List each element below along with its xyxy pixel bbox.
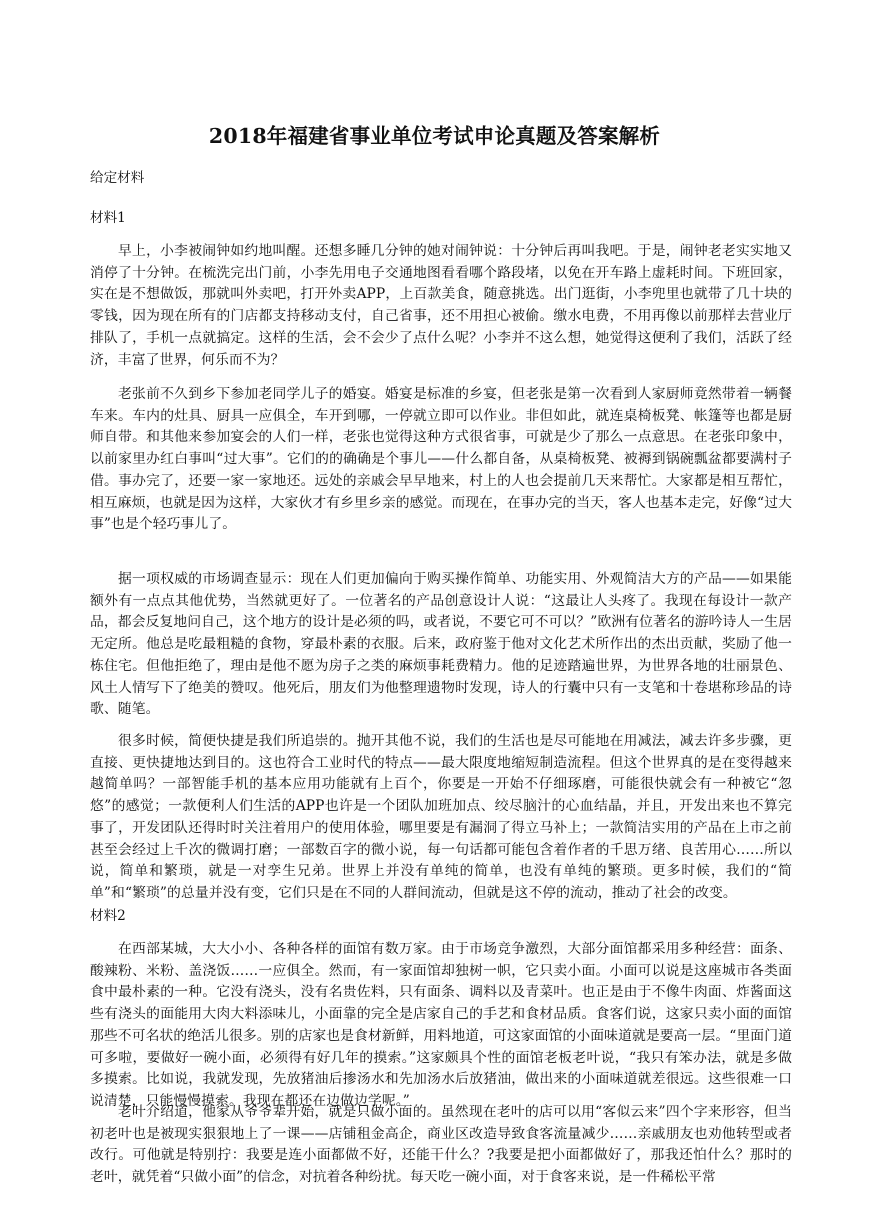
section-label: 给定材料 xyxy=(90,170,145,186)
page-title: 2018年福建省事业单位考试申论真题及答案解析 xyxy=(208,124,661,148)
paragraph: 老叶介绍道，他家从爷爷辈开始，就是只做小面的。虽然现在老叶的店可以用“客似云来”四个字来形容，但当初老叶也是被现实狠狠地上了一课——店铺租金高企，商业区改造导致食客流量减少……亲戚朋友也劝他转型或者改行。可他就是特别拧：我要是连小面都做不好，还能干什么？?我要是把小面都做好了，那我还怕什么？那时的老叶，就凭着“只做小面”的信念，对抗着各种纷扰。每天吃一碗小面，对于食客来说，是一件稀松平常 xyxy=(90,1104,792,1186)
paragraph: 据一项权威的市场调查显示：现在人们更加偏向于购买操作简单、功能实用、外观简洁大方的产品——如果能额外有一点点其他优势，当然就更好了。一位著名的产品创意设计人说：“这最让人头疼了。我现在每设计一款产品，都会反复地问自己，这个地方的设计是必须的吗，或者说，不要它可不可以？”欧洲有位著名的游吟诗人一生居无定所。他总是吃最粗糙的食物，穿最朴素的衣服。后来，政府鉴于他对文化艺术所作出的杰出贡献，奖励了他一栋住宅。但他拒绝了，理由是他不愿为房子之类的麻烦事耗费精力。他的足迹踏遍世界，为世界各地的壮丽景色、风土人情写下了绝美的赞叹。他死后，朋友们为他整理遗物时发现，诗人的行囊中只有一支笔和十卷堪称珍品的诗歌、随笔。 xyxy=(90,571,792,718)
paragraph: 在西部某城，大大小小、各种各样的面馆有数万家。由于市场竞争激烈，大部分面馆都采用多种经营：面条、酸辣粉、米粉、盖浇饭……一应俱全。然而，有一家面馆却独树一帜，它只卖小面。小面可以说是这座城市各类面食中最朴素的一种。它没有浇头，没有名贵佐料，只有面条、调料以及青菜叶。也正是由于不像牛肉面、炸酱面这些有浇头的面能用大肉大料添味儿，小面靠的完全是店家自己的手艺和食材品质。食客们说，这家只卖小面的面馆那些不可名状的绝活儿很多。别的店家也是食材新鲜，用料地道，可这家面馆的小面味道就是要高一层。“里面门道可多啦，要做好一碗小面，必须得有好几年的摸索。”这家颇具个性的面馆老板老叶说，“我只有笨办法，就是多做多摸索。比如说，我就发现，先放猪油后掺汤水和先加汤水后放猪油，做出来的小面味道就差很远。这些很难一口说清楚，只能慢慢摸索。我现在都还在边做边学呢。” xyxy=(90,941,792,1109)
paragraph: 老张前不久到乡下参加老同学儿子的婚宴。婚宴是标准的乡宴，但老张是第一次看到人家厨师竟然带着一辆餐车来。车内的灶具、厨具一应俱全，车开到哪，一停就立即可以作业。非但如此，就连桌椅板凳、帐篷等也都是厨师自带。和其他来参加宴会的人们一样，老张也觉得这种方式很省事，可就是少了那么一点意思。在老张印象中，以前家里办红白事叫“过大事”。它们的的确确是个事儿——什么都自备，从桌椅板凳、被褥到锅碗瓢盆都要满村子借。事办完了，还要一家一家地还。远处的亲戚会早早地来，村上的人也会提前几天来帮忙。大家都是相互帮忙，相互麻烦，也就是因为这样，大家伙才有乡里乡亲的感觉。而现在，在事办完的当天，客人也基本走完，好像“过大事”也是个轻巧事儿了。 xyxy=(90,386,792,533)
material-2-label: 材料2 xyxy=(90,908,126,924)
paragraph: 很多时候，简便快捷是我们所追崇的。抛开其他不说，我们的生活也是尽可能地在用减法，减去许多步骤，更直接、更快捷地达到目的。这也符合工业时代的特点——最大限度地缩短制造流程。但这个世界真的是在变得越来越简单吗？一部智能手机的基本应用功能就有上百个，你要是一开始不仔细琢磨，可能很快就会有一种被它“忽悠”的感觉；一款便利人们生活的APP也许是一个团队加班加点、绞尽脑汁的心血结晶，并且，开发出来也不算完事了，开发团队还得时时关注着用户的使用体验，哪里要是有漏洞了得立马补上；一款简洁实用的产品在上市之前甚至会经过上千次的微调打磨；一部数百字的微小说，每一句话都可能包含着作者的千思万绪、良苦用心……所以说，简单和繁琐，就是一对孪生兄弟。世界上并没有单纯的简单，也没有单纯的繁琐。更多时候，我们的“简单”和“繁琐”的总量并没有变，它们只是在不同的人群间流动，但就是这不停的流动，推动了社会的改变。 xyxy=(90,733,792,901)
material-1-label: 材料1 xyxy=(90,210,126,226)
paragraph: 早上，小李被闹钟如约地叫醒。还想多睡几分钟的她对闹钟说：十分钟后再叫我吧。于是，闹钟老老实实地又消停了十分钟。在梳洗完出门前，小李先用电子交通地图看看哪个路段堵，以免在开车路上虚耗时间。下班回家，实在是不想做饭，那就叫外卖吧，打开外卖APP，上百款美食，随意挑选。出门逛街，小李兜里也就带了几十块的零钱，因为现在所有的门店都支持移动支付，自己省事，还不用担心被偷。缴水电费，不用再像以前那样去营业厅排队了，手机一点就搞定。这样的生活，会不会少了点什么呢？小李并不这么想，她觉得这便利了我们，活跃了经济，丰富了世界，何乐而不为？ xyxy=(90,243,792,368)
